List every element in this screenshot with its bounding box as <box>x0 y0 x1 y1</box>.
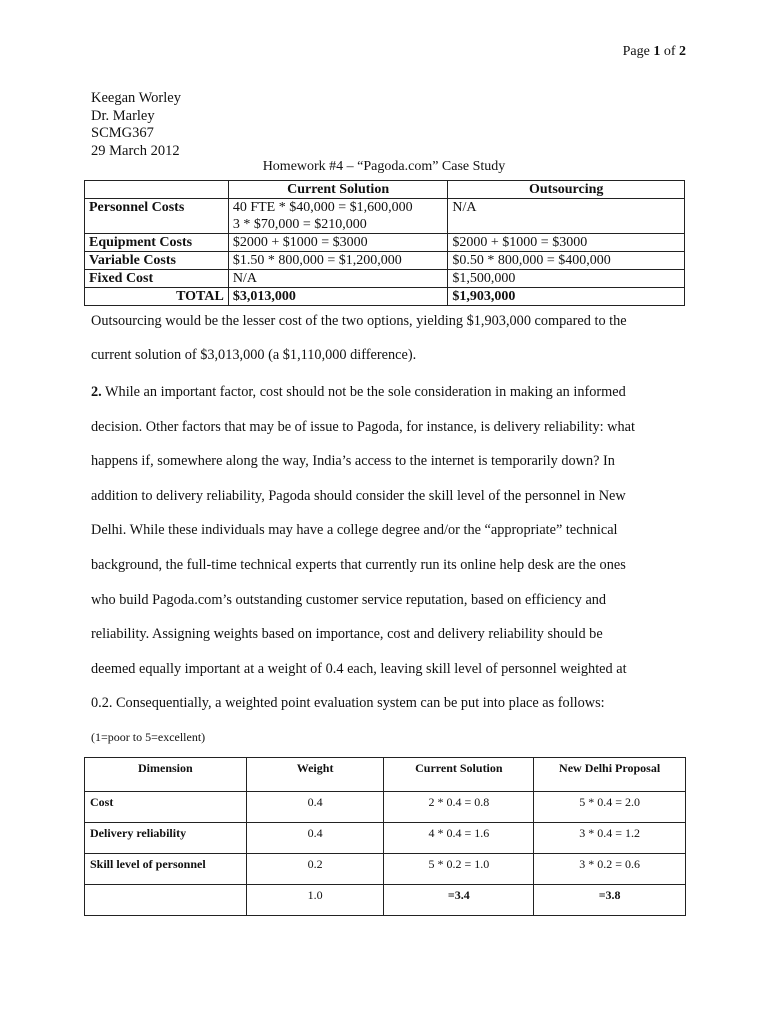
paragraph-line: reliability. Assigning weights based on importance, cost and delivery reliability should be <box>91 626 603 642</box>
table-cell: 0.2 <box>246 854 384 885</box>
paragraph-line: background, the full-time technical experts that currently run its online help desk are the ones <box>91 557 626 573</box>
table-cell: =3.8 <box>534 885 686 916</box>
dimension-cell <box>85 885 247 916</box>
course-code: SCMG367 <box>91 125 154 141</box>
table-header-cell: Current Solution <box>384 758 534 792</box>
paragraph-line: who build Pagoda.com’s outstanding customer service reputation, based on efficiency and <box>91 592 607 608</box>
table-cell: 0.4 <box>246 792 384 823</box>
table-row <box>85 199 685 234</box>
document-date: 29 March 2012 <box>91 142 180 159</box>
table-cell: =3.4 <box>384 885 534 916</box>
table-cell: 4 * 0.4 = 1.6 <box>384 823 534 854</box>
total-row <box>85 885 686 916</box>
table-cell: $2000 + $1000 = $3000 <box>228 234 448 252</box>
table-cell: $1,500,000 <box>448 270 685 288</box>
paragraph-line: addition to delivery reliability, Pagoda should consider the skill level of the personnel in New <box>91 488 626 504</box>
total-row <box>85 288 685 306</box>
table-cell: N/A <box>448 199 685 234</box>
table-row <box>85 270 685 288</box>
table-cell: $1.50 * 800,000 = $1,200,000 <box>228 252 448 270</box>
table-header-row <box>85 181 685 199</box>
table-row <box>85 234 685 252</box>
table-cell: 0.4 <box>246 823 384 854</box>
paragraph-line: 2. While an important factor, cost should not be the sole consideration in making an informed <box>91 384 626 400</box>
table-header-cell: Weight <box>246 758 384 792</box>
paragraph-line: 0.2. Consequentially, a weighted point evaluation system can be put into place as follows: <box>91 695 605 711</box>
row-label: Fixed Cost <box>85 270 229 288</box>
page-number: Page 1 of 2 <box>622 44 686 59</box>
table-row <box>85 854 686 885</box>
table-cell: 3 * 0.4 = 1.2 <box>534 823 686 854</box>
table-cell: $1,903,000 <box>448 288 685 306</box>
paragraph-line: current solution of $3,013,000 (a $1,110,000 difference). <box>91 347 417 363</box>
professor-name: Dr. Marley <box>91 107 155 124</box>
paragraph-line: deemed equally important at a weight of 0.4 each, leaving skill level of personnel weighted at <box>91 661 627 677</box>
section-number: 2. <box>91 384 102 400</box>
table-row <box>85 823 686 854</box>
cost-comparison-table <box>84 180 685 306</box>
table-cell: 2 * 0.4 = 0.8 <box>384 792 534 823</box>
table-cell: 5 * 0.2 = 1.0 <box>384 854 534 885</box>
paragraph-line: happens if, somewhere along the way, India’s access to the internet is temporarily down? In <box>91 453 615 469</box>
weighted-evaluation-table <box>84 757 686 916</box>
table-header-cell: Dimension <box>85 758 247 792</box>
paragraph-line: decision. Other factors that may be of issue to Pagoda, for instance, is delivery reliability: what <box>91 419 635 435</box>
table-header-cell: Current Solution <box>228 181 448 199</box>
paragraph-line: Outsourcing would be the lesser cost of the two options, yielding $1,903,000 compared to the <box>91 313 627 329</box>
table-row <box>85 252 685 270</box>
author-block <box>91 90 181 160</box>
table-cell: N/A <box>228 270 448 288</box>
table-row <box>85 792 686 823</box>
table-header-cell: New Delhi Proposal <box>534 758 686 792</box>
table-cell: 5 * 0.4 = 2.0 <box>534 792 686 823</box>
table-cell: $2000 + $1000 = $3000 <box>448 234 685 252</box>
dimension-cell: Cost <box>85 792 247 823</box>
table-cell: $0.50 * 800,000 = $400,000 <box>448 252 685 270</box>
dimension-cell: Skill level of personnel <box>85 854 247 885</box>
table-cell: 40 FTE * $40,000 = $1,600,000 3 * $70,000 = $210,000 <box>228 199 448 234</box>
table-header-row <box>85 758 686 792</box>
row-label: TOTAL <box>85 288 229 306</box>
table-header-cell <box>85 181 229 199</box>
row-label: Personnel Costs <box>85 199 229 234</box>
paragraph-line: Delhi. While these individuals may have a college degree and/or the “appropriate” technical <box>91 522 618 538</box>
scale-note: (1=poor to 5=excellent) <box>91 730 206 744</box>
row-label: Equipment Costs <box>85 234 229 252</box>
row-label: Variable Costs <box>85 252 229 270</box>
table-cell: 3 * 0.2 = 0.6 <box>534 854 686 885</box>
document-title: Homework #4 – “Pagoda.com” Case Study <box>262 159 506 174</box>
table-cell: $3,013,000 <box>228 288 448 306</box>
dimension-cell: Delivery reliability <box>85 823 247 854</box>
table-cell: 1.0 <box>246 885 384 916</box>
table-header-cell: Outsourcing <box>448 181 685 199</box>
author-name: Keegan Worley <box>91 90 181 106</box>
